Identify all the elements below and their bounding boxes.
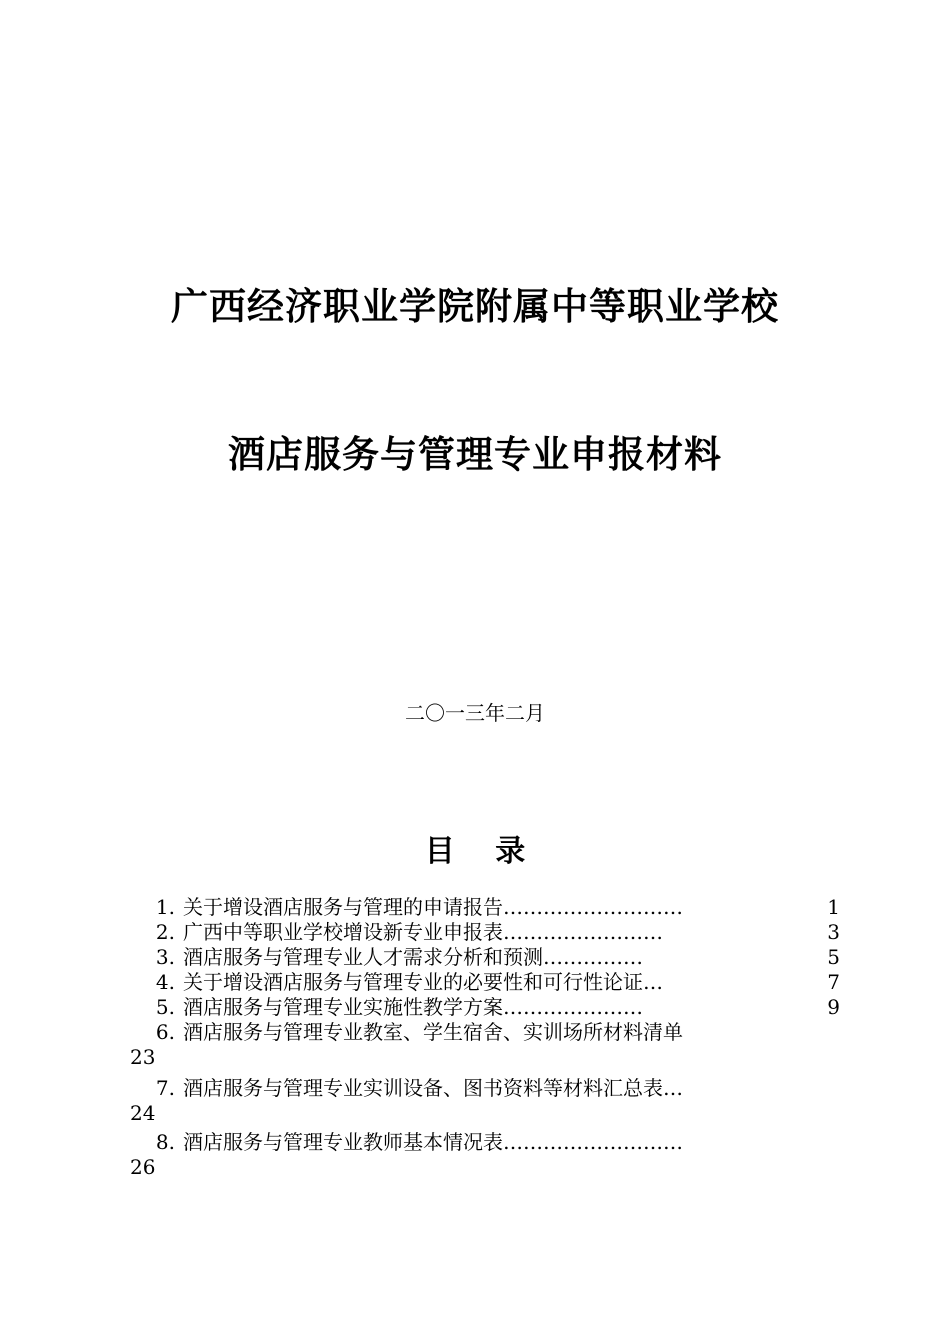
- toc-item-number: 4.: [155, 970, 175, 994]
- toc-item-number: 8.: [155, 1130, 175, 1154]
- toc-item-number: 6.: [155, 1020, 175, 1044]
- toc-item-page: 26: [130, 1155, 156, 1179]
- toc-item-number: 3.: [155, 945, 175, 969]
- toc-item-number: 7.: [155, 1076, 175, 1100]
- toc-item-text: 广西中等职业学校增设新专业申报表……………………: [183, 920, 663, 944]
- toc-item-page-wrap: [130, 1155, 840, 1180]
- toc-item[interactable]: [130, 920, 840, 945]
- toc-item[interactable]: [130, 1076, 840, 1101]
- toc-item-number: 2.: [155, 920, 175, 944]
- toc-item-page: 23: [130, 1045, 156, 1069]
- toc-item[interactable]: [130, 995, 840, 1020]
- toc-heading: 目 录: [424, 834, 526, 869]
- toc-item-text: 酒店服务与管理专业教师基本情况表………………………: [183, 1130, 683, 1154]
- toc-item-text: 酒店服务与管理专业人才需求分析和预测……………: [183, 945, 643, 969]
- toc-item-page: 3: [827, 920, 840, 944]
- toc-item[interactable]: [130, 1130, 840, 1155]
- toc-item[interactable]: [130, 970, 840, 995]
- toc-item[interactable]: [130, 1020, 840, 1045]
- toc-item-text: 酒店服务与管理专业实训设备、图书资料等材料汇总表…: [183, 1076, 683, 1100]
- toc-item-page-wrap: [130, 1045, 840, 1070]
- table-of-contents: [130, 895, 840, 1180]
- toc-item-number: 5.: [155, 995, 175, 1019]
- toc-item-text: 关于增设酒店服务与管理的申请报告………………………: [183, 895, 683, 919]
- toc-item-page-wrap: [130, 1101, 840, 1126]
- toc-item-number: 1.: [155, 895, 175, 919]
- toc-item-page: 1: [827, 895, 840, 919]
- toc-item[interactable]: [130, 945, 840, 970]
- document-date: 二〇一三年二月: [405, 701, 545, 725]
- document-title-line1: 广西经济职业学院附属中等职业学校: [171, 284, 779, 328]
- toc-item-page: 7: [827, 970, 840, 994]
- toc-item-text: 关于增设酒店服务与管理专业的必要性和可行性论证…: [183, 970, 663, 994]
- toc-item-text: 酒店服务与管理专业实施性教学方案…………………: [183, 995, 643, 1019]
- toc-item-page: 24: [130, 1101, 156, 1125]
- toc-item[interactable]: [130, 895, 840, 920]
- toc-item-text: 酒店服务与管理专业教室、学生宿舍、实训场所材料清单: [183, 1020, 683, 1044]
- toc-item-page: 9: [827, 995, 840, 1019]
- toc-item-page: 5: [827, 945, 840, 969]
- document-title-line2: 酒店服务与管理专业申报材料: [228, 432, 722, 476]
